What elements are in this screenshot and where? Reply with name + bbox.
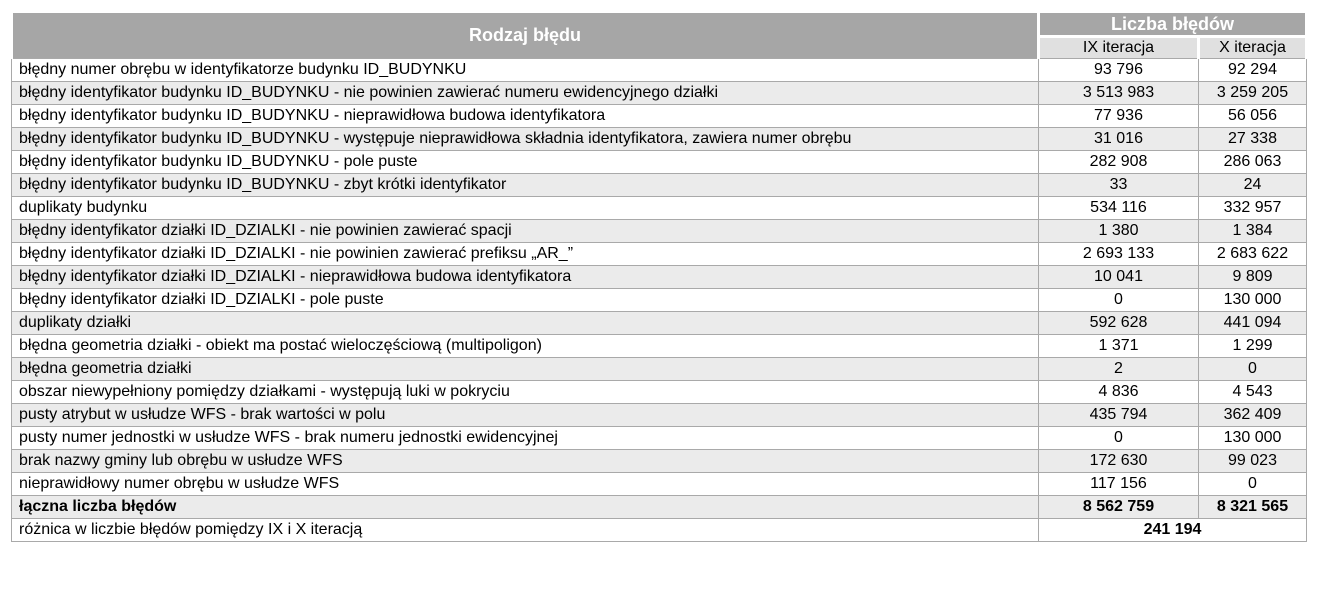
header-row-main <box>12 12 1307 37</box>
error-type-cell: błędny identyfikator działki ID_DZIALKI - nieprawidłowa budowa identyfikatora <box>12 266 1039 289</box>
total-label-cell: łączna liczba błędów <box>12 496 1039 519</box>
total-x-value-cell: 8 321 565 <box>1199 496 1307 519</box>
table-body <box>12 59 1307 496</box>
x-value-cell: 4 543 <box>1199 381 1307 404</box>
x-value-cell: 0 <box>1199 358 1307 381</box>
x-value-cell: 286 063 <box>1199 151 1307 174</box>
difference-value-cell: 241 194 <box>1039 519 1307 542</box>
ix-value-cell: 2 693 133 <box>1039 243 1199 266</box>
table-row <box>12 312 1307 335</box>
ix-value-cell: 93 796 <box>1039 59 1199 82</box>
x-value-cell: 0 <box>1199 473 1307 496</box>
total-row <box>12 496 1307 519</box>
x-value-cell: 24 <box>1199 174 1307 197</box>
ix-value-cell: 0 <box>1039 427 1199 450</box>
ix-value-cell: 31 016 <box>1039 128 1199 151</box>
x-value-cell: 362 409 <box>1199 404 1307 427</box>
header-error-count: Liczba błędów <box>1039 12 1307 37</box>
table-row <box>12 220 1307 243</box>
ix-value-cell: 2 <box>1039 358 1199 381</box>
error-type-cell: błędny identyfikator budynku ID_BUDYNKU - nieprawidłowa budowa identyfikatora <box>12 105 1039 128</box>
ix-value-cell: 3 513 983 <box>1039 82 1199 105</box>
x-value-cell: 2 683 622 <box>1199 243 1307 266</box>
ix-value-cell: 10 041 <box>1039 266 1199 289</box>
x-value-cell: 1 299 <box>1199 335 1307 358</box>
ix-value-cell: 592 628 <box>1039 312 1199 335</box>
x-value-cell: 130 000 <box>1199 427 1307 450</box>
error-type-cell: brak nazwy gminy lub obrębu w usłudze WFS <box>12 450 1039 473</box>
error-type-cell: błędny identyfikator budynku ID_BUDYNKU - występuje nieprawidłowa składnia identyfikatora, zawiera numer obrębu <box>12 128 1039 151</box>
table-row <box>12 82 1307 105</box>
x-value-cell: 9 809 <box>1199 266 1307 289</box>
table-row <box>12 128 1307 151</box>
total-ix-value-cell: 8 562 759 <box>1039 496 1199 519</box>
table-summary <box>12 496 1307 542</box>
table-row <box>12 335 1307 358</box>
table-row <box>12 473 1307 496</box>
error-type-cell: błędny identyfikator działki ID_DZIALKI - nie powinien zawierać prefiksu „AR_” <box>12 243 1039 266</box>
error-type-cell: obszar niewypełniony pomiędzy działkami - występują luki w pokryciu <box>12 381 1039 404</box>
table-row <box>12 197 1307 220</box>
ix-value-cell: 117 156 <box>1039 473 1199 496</box>
table-row <box>12 174 1307 197</box>
ix-value-cell: 0 <box>1039 289 1199 312</box>
ix-value-cell: 282 908 <box>1039 151 1199 174</box>
ix-value-cell: 4 836 <box>1039 381 1199 404</box>
error-type-cell: błędny identyfikator działki ID_DZIALKI - pole puste <box>12 289 1039 312</box>
error-type-cell: nieprawidłowy numer obrębu w usłudze WFS <box>12 473 1039 496</box>
ix-value-cell: 435 794 <box>1039 404 1199 427</box>
ix-value-cell: 1 371 <box>1039 335 1199 358</box>
header-x-iteration: X iteracja <box>1199 37 1307 59</box>
ix-value-cell: 1 380 <box>1039 220 1199 243</box>
error-type-cell: błędny identyfikator działki ID_DZIALKI - nie powinien zawierać spacji <box>12 220 1039 243</box>
x-value-cell: 1 384 <box>1199 220 1307 243</box>
x-value-cell: 56 056 <box>1199 105 1307 128</box>
ix-value-cell: 33 <box>1039 174 1199 197</box>
table-row <box>12 404 1307 427</box>
table-row <box>12 450 1307 473</box>
ix-value-cell: 172 630 <box>1039 450 1199 473</box>
error-type-cell: pusty atrybut w usłudze WFS - brak wartości w polu <box>12 404 1039 427</box>
error-type-cell: błędny identyfikator budynku ID_BUDYNKU - pole puste <box>12 151 1039 174</box>
ix-value-cell: 77 936 <box>1039 105 1199 128</box>
table-row <box>12 105 1307 128</box>
table-header <box>12 12 1307 59</box>
error-type-cell: pusty numer jednostki w usłudze WFS - brak numeru jednostki ewidencyjnej <box>12 427 1039 450</box>
error-type-cell: duplikaty budynku <box>12 197 1039 220</box>
x-value-cell: 99 023 <box>1199 450 1307 473</box>
x-value-cell: 332 957 <box>1199 197 1307 220</box>
table-row <box>12 358 1307 381</box>
x-value-cell: 441 094 <box>1199 312 1307 335</box>
table-row <box>12 266 1307 289</box>
x-value-cell: 27 338 <box>1199 128 1307 151</box>
table-row <box>12 59 1307 82</box>
error-type-cell: błędna geometria działki <box>12 358 1039 381</box>
header-ix-iteration: IX iteracja <box>1039 37 1199 59</box>
ix-value-cell: 534 116 <box>1039 197 1199 220</box>
error-type-cell: błędna geometria działki - obiekt ma postać wieloczęściową (multipoligon) <box>12 335 1039 358</box>
error-type-cell: błędny identyfikator budynku ID_BUDYNKU - zbyt krótki identyfikator <box>12 174 1039 197</box>
table-row <box>12 243 1307 266</box>
difference-label-cell: różnica w liczbie błędów pomiędzy IX i X iteracją <box>12 519 1039 542</box>
table-row <box>12 289 1307 312</box>
table-row <box>12 381 1307 404</box>
error-comparison-table <box>10 10 1308 542</box>
x-value-cell: 92 294 <box>1199 59 1307 82</box>
header-error-type: Rodzaj błędu <box>12 12 1039 59</box>
error-type-cell: duplikaty działki <box>12 312 1039 335</box>
table-row <box>12 427 1307 450</box>
x-value-cell: 130 000 <box>1199 289 1307 312</box>
error-type-cell: błędny identyfikator budynku ID_BUDYNKU - nie powinien zawierać numeru ewidencyjnego działki <box>12 82 1039 105</box>
x-value-cell: 3 259 205 <box>1199 82 1307 105</box>
error-type-cell: błędny numer obrębu w identyfikatorze budynku ID_BUDYNKU <box>12 59 1039 82</box>
table-row <box>12 151 1307 174</box>
difference-row <box>12 519 1307 542</box>
